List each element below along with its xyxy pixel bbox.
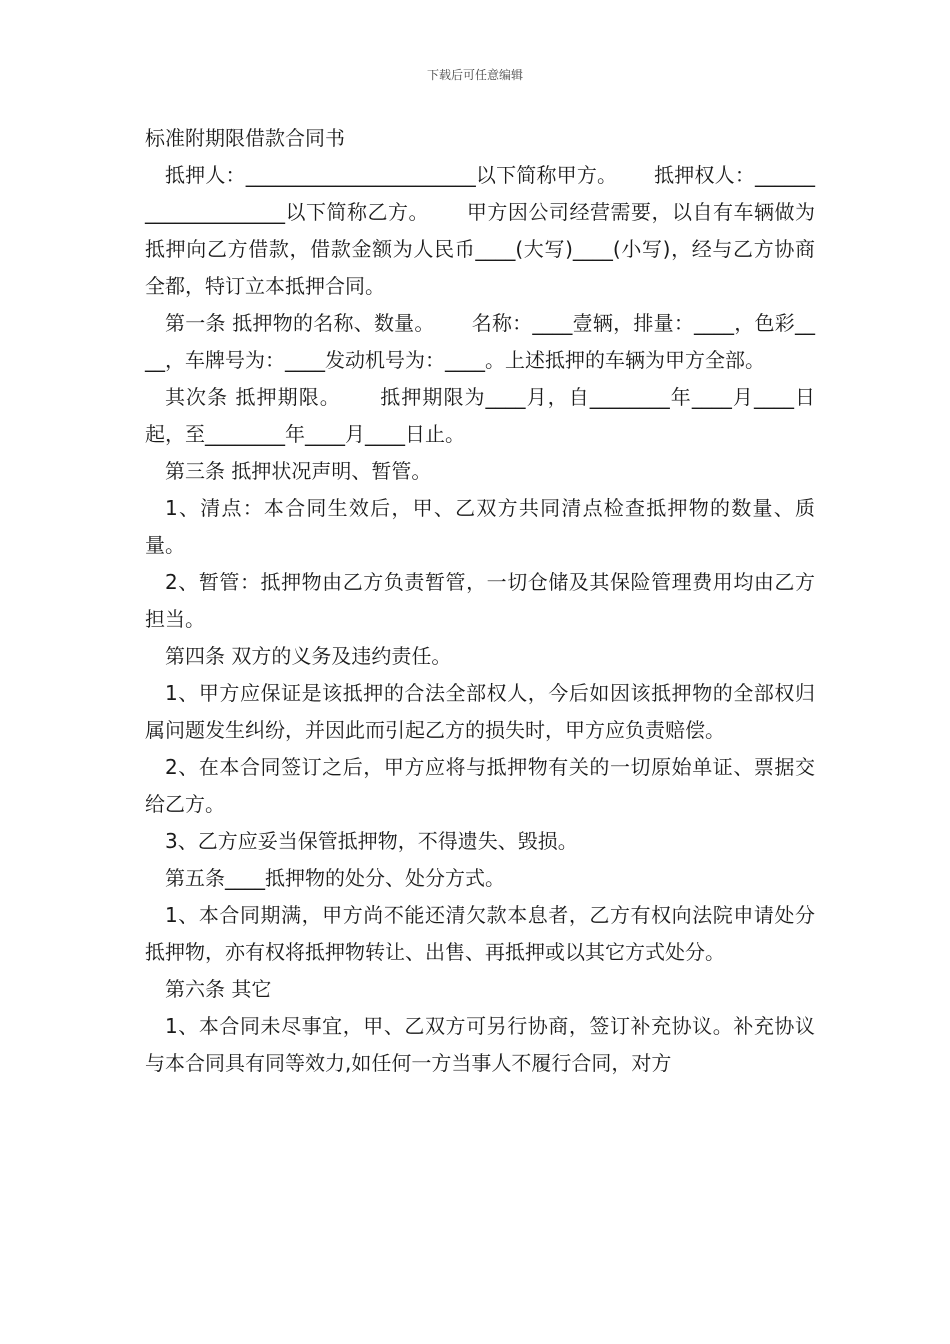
paragraph-article-6-item-1: 1、本合同未尽事宜，甲、乙双方可另行协商，签订补充协议。补充协议与本合同具有同等效力,如任何一方当事人不履行合同，对方 bbox=[145, 1014, 815, 1075]
paragraph-article-3-item-1: 1、清点：本合同生效后，甲、乙双方共同清点检查抵押物的数量、质量。 bbox=[145, 496, 815, 557]
paragraph-article-6: 第六条 其它 bbox=[165, 977, 272, 1001]
document-title: 标准附期限借款合同书 bbox=[145, 126, 345, 150]
paragraph-article-3: 第三条 抵押状况声明、暂管。 bbox=[165, 459, 432, 483]
paragraph-article-4-item-3: 3、乙方应妥当保管抵押物，不得遗失、毁损。 bbox=[165, 829, 578, 853]
paragraph-article-4: 第四条 双方的义务及违约责任。 bbox=[165, 644, 452, 668]
paragraph-article-1: 第一条 抵押物的名称、数量。 名称：____壹辆，排量：____，色彩____，车牌号为：____发动机号为：____。上述抵押的车辆为甲方全部。 bbox=[145, 311, 815, 372]
paragraph-article-4-item-1: 1、甲方应保证是该抵押的合法全部权人，今后如因该抵押物的全部权归属问题发生纠纷，并因此而引起乙方的损失时，甲方应负责赔偿。 bbox=[145, 681, 815, 742]
paragraph-article-5-item-1: 1、本合同期满，甲方尚不能还清欠款本息者，乙方有权向法院申请处分抵押物，亦有权将抵押物转让、出售、再抵押或以其它方式处分。 bbox=[145, 903, 815, 964]
paragraph-article-5: 第五条____抵押物的处分、处分方式。 bbox=[165, 866, 505, 890]
paragraph-article-3-item-2: 2、暂管：抵押物由乙方负责暂管，一切仓储及其保险管理费用均由乙方担当。 bbox=[145, 570, 815, 631]
paragraph-article-2: 其次条 抵押期限。 抵押期限为____月，自________年____月____日起，至________年____月____日止。 bbox=[145, 385, 815, 446]
paragraph-parties: 抵押人：_______________________以下简称甲方。 抵押权人：____________________以下简称乙方。 甲方因公司经营需要，以自有车辆做为抵押向乙方借款，借款金额为人民币____(大写)____(小写)，经与乙方协商全都，特订立本抵押合同。 bbox=[145, 163, 815, 298]
document-body bbox=[145, 120, 815, 1082]
paragraph-article-4-item-2: 2、在本合同签订之后，甲方应将与抵押物有关的一切原始单证、票据交给乙方。 bbox=[145, 755, 815, 816]
page-header-note: 下载后可任意编辑 bbox=[426, 68, 523, 82]
